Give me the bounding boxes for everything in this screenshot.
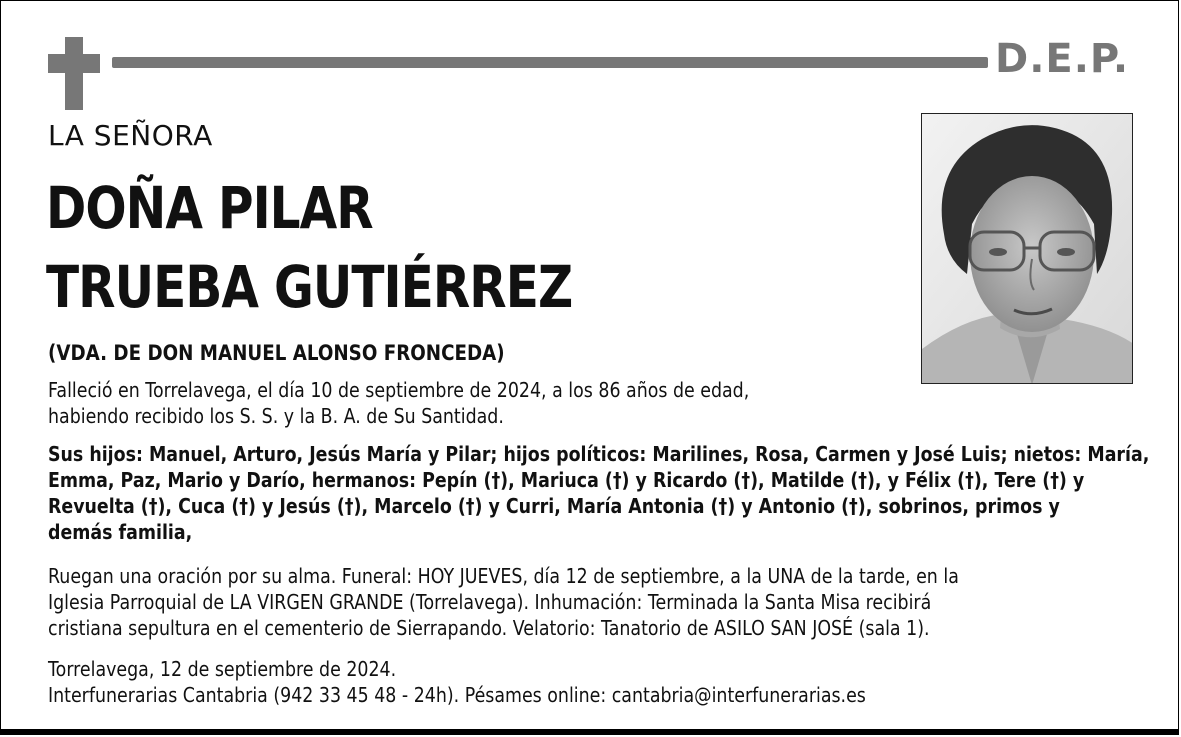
family-line-4: demás familia, [48,520,193,544]
name-line-2: TRUEBA GUTIÉRREZ [46,253,573,321]
name-line-1: DOÑA PILAR [46,174,373,242]
footer-info [48,656,866,708]
family-line-3: Revuelta (†), Cuca (†) y Jesús (†), Marcelo (†) y Curri, María Antonia (†) y Antonio (†), sobrinos, primos y [48,494,1060,518]
funeral-details [48,563,959,641]
funeral-line-2: Iglesia Parroquial de LA VIRGEN GRANDE (Torrelavega). Inhumación: Terminada la Santa Misa recibirá [48,590,932,614]
footer-line-2: Interfunerarias Cantabria (942 33 45 48 - 24h). Pésames online: cantabria@interfunerarias.es [48,683,866,707]
death-line-2: habiendo recibido los S. S. y la B. A. de Su Santidad. [48,404,504,428]
deceased-name [46,169,572,327]
widow-of-line: (VDA. DE DON MANUEL ALONSO FRONCEDA) [48,341,505,365]
dep-heading: D.E.P. [995,36,1130,82]
header-rule [112,57,988,68]
funeral-line-1: Ruegan una oración por su alma. Funeral: HOY JUEVES, día 12 de septiembre, a la UNA de la tarde, en la [48,564,959,588]
death-line-1: Falleció en Torrelavega, el día 10 de septiembre de 2024, a los 86 años de edad, [48,378,750,402]
footer-line-1: Torrelavega, 12 de septiembre de 2024. [48,657,397,681]
intro-label: LA SEÑORA [48,119,213,152]
family-line-2: Emma, Paz, Mario y Darío, hermanos: Pepín (†), Mariuca (†) y Ricardo (†), Matilde (†), y Félix (†), Tere (†) y [48,468,1085,492]
death-details [48,377,749,429]
family-line-1: Sus hijos: Manuel, Arturo, Jesús María y Pilar; hijos políticos: Marilines, Rosa, Carmen y José Luis; nietos: María, [48,442,1150,466]
funeral-line-3: cristiana sepultura en el cementerio de Sierrapando. Velatorio: Tanatorio de ASILO SAN JOSÉ (sala 1). [48,616,930,640]
family-list [48,441,1149,545]
cross-icon [48,37,100,110]
portrait-photo [921,113,1133,384]
